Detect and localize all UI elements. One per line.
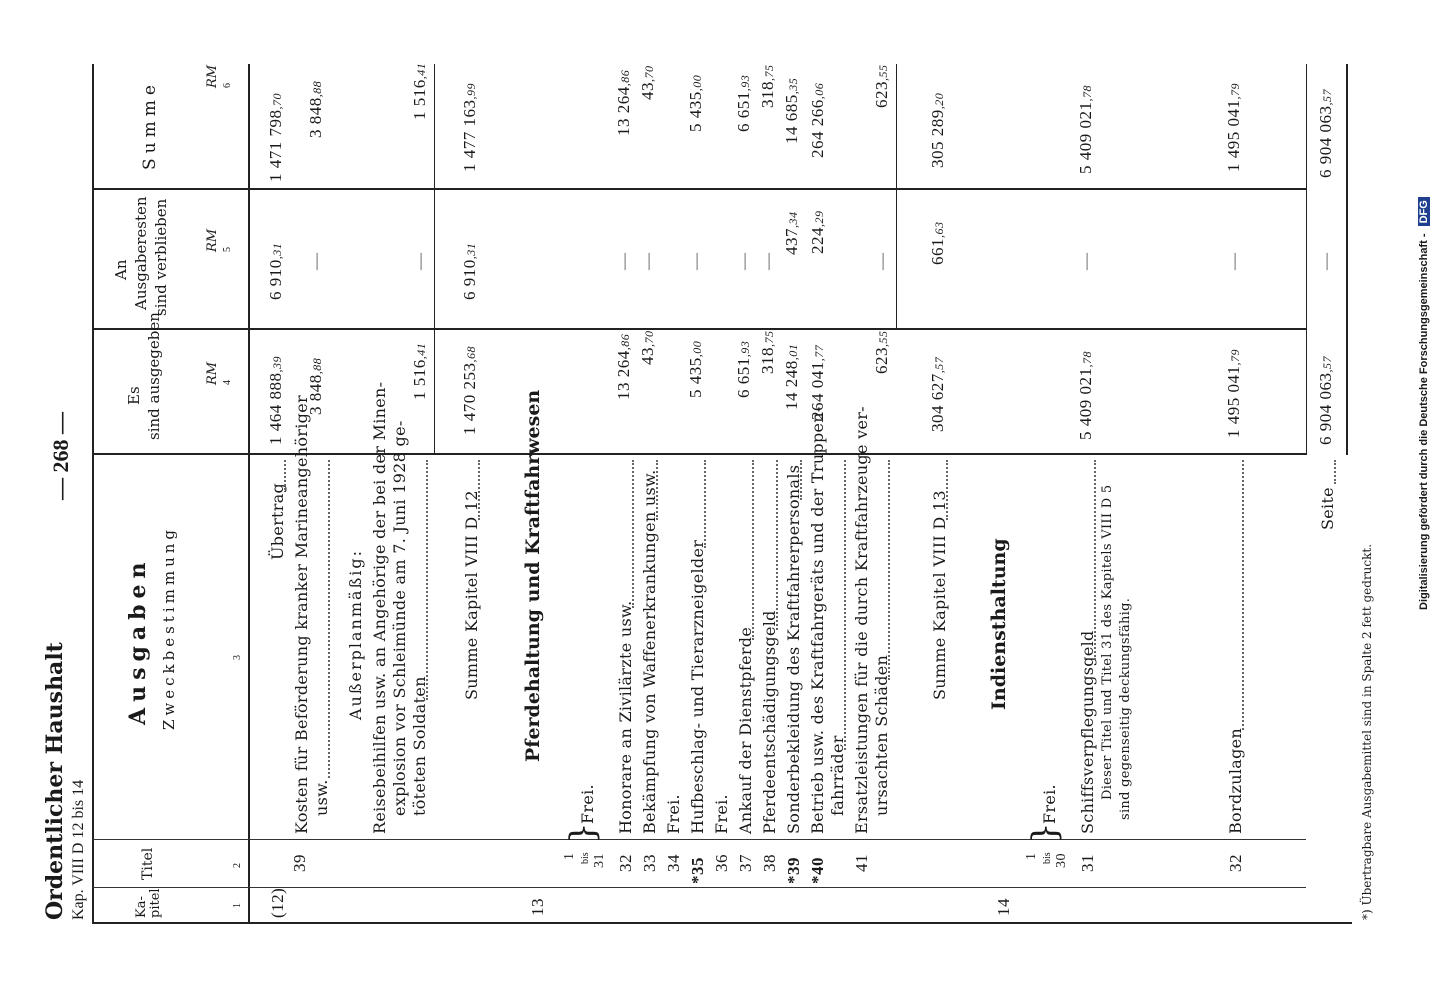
header-ausgegeben-line2: sind ausgegeben: [145, 312, 163, 440]
ausserplan-label-line3: töteten Soldaten: [410, 676, 429, 816]
summe13-c6: 305 289,20: [928, 92, 947, 168]
t35-c4: 5 435,00: [686, 340, 705, 398]
t35-label: Hufbeschlag- und Tierarzneigelder: [688, 539, 707, 834]
t41-c4: 623,55: [872, 330, 891, 374]
col-number-4: 4: [222, 380, 233, 385]
t34-label: Frei.: [664, 794, 683, 834]
t39-label-line2: usw.: [312, 779, 331, 816]
header-kapitel: Ka-pitel: [134, 888, 163, 918]
header-ausgabereste-line3: sind verblieben: [152, 198, 170, 316]
ausserplan-c5: —: [410, 252, 429, 270]
t32b-label: Bordzulagen: [1226, 728, 1245, 834]
ausserplan-label-line2: explosion vor Schleimünde am 7. Juni 1928 ge-: [390, 420, 409, 816]
summe12-c5: 6 910,31: [460, 242, 479, 300]
table-bottom-rule: [1346, 64, 1348, 455]
t37-c5: —: [734, 252, 753, 270]
seite-label: Seite: [1318, 487, 1337, 530]
header-currency-5: RM: [205, 228, 220, 252]
header-ausgabereste-line2: Ausgaberesten: [132, 196, 150, 310]
titel-32: 32: [616, 854, 635, 872]
t1-31-label: Frei.: [578, 784, 597, 824]
t32-c6: 13 264,86: [614, 69, 633, 136]
page-number: — 268 —: [48, 412, 73, 500]
digitization-credit: [1418, 197, 1430, 610]
header-summe: Summe: [140, 80, 160, 170]
t40-c5: 224,29: [808, 210, 827, 254]
t1-30-label: Frei.: [1040, 784, 1059, 824]
t1-30-bis: bis: [1042, 852, 1053, 864]
t40-label-line1: Betrieb usw. des Kraftfahrgeräts und der Truppen-: [808, 406, 827, 834]
col-number-3: 3: [232, 655, 243, 660]
kapitel-13: 13: [528, 898, 547, 916]
t39b-c4: 14 248,01: [782, 343, 801, 410]
t32b-c4: 1 495 041,79: [1224, 349, 1243, 438]
t41-label-line2: ursachten Schäden: [872, 654, 891, 816]
t37-label: Ankauf der Dienstpferde: [736, 626, 755, 834]
t32-c4: 13 264,86: [614, 333, 633, 400]
ausserplan-c4: 1 516,41: [410, 342, 429, 400]
t39b-label: Sonderbekleidung des Kraftfahrerpersonals: [784, 464, 803, 834]
titel-35: *35: [688, 857, 707, 884]
kapitel-12: (12): [268, 887, 287, 918]
table-top-rule: [92, 64, 94, 924]
t31-c4: 5 409 021,78: [1076, 351, 1095, 440]
titel-39b: *39: [784, 857, 803, 884]
seite-c4: 6 904 063,57: [1316, 356, 1335, 445]
dfg-logo: DFG: [1418, 197, 1430, 226]
header-titel: Titel: [140, 847, 156, 880]
t41-label-line1: Ersatzleistungen für die durch Kraftfahrzeuge ver-: [852, 406, 871, 834]
t1-30-from: 1: [1024, 852, 1039, 860]
t35-c6: 5 435,00: [686, 74, 705, 132]
titel-39: 39: [290, 854, 309, 872]
titel-36: 36: [712, 854, 731, 872]
seite-c5: —: [1316, 252, 1335, 270]
col-number-5: 5: [222, 247, 233, 252]
ausserplan-c6: 1 516,41: [410, 62, 429, 120]
t37-c6: 6 651,93: [734, 74, 753, 132]
t41-c5: —: [872, 252, 891, 270]
summe13-label: Summe Kapitel VIII D 13: [930, 490, 949, 700]
header-bottom-rule: [248, 64, 250, 924]
t33-c6: 43,70: [638, 65, 657, 100]
t37-c4: 6 651,93: [734, 340, 753, 398]
t1-31-to: 31: [592, 853, 607, 868]
chapter-reference: Kap. VIII D 12 bis 14: [70, 779, 87, 920]
col-number-6: 6: [222, 83, 233, 88]
t31-note-line2: sind gegenseitig deckungsfähig.: [1118, 597, 1133, 820]
header-ausgabereste-line1: An: [112, 259, 130, 280]
t33-label: Bekämpfung von Waffenerkrankungen usw.: [640, 469, 659, 834]
uebertrag-c5: 6 910,31: [266, 242, 285, 300]
t39-c5: —: [306, 252, 325, 270]
t39-label-line1: Kosten für Beförderung kranker Marineangehöriger: [292, 395, 311, 834]
header-currency-4: RM: [205, 361, 220, 385]
titel-38: 38: [760, 854, 779, 872]
summe12-label: Summe Kapitel VIII D 12: [462, 490, 481, 700]
header-ausgaben: Ausgaben: [125, 556, 151, 725]
t1-30-to: 30: [1054, 853, 1069, 868]
summe13-c5: 661,63: [928, 221, 947, 265]
summe12-c4: 1 470 253,68: [460, 346, 479, 435]
t38-c4: 318,75: [758, 330, 777, 374]
kap14-heading: Indiensthaltung: [988, 538, 1010, 710]
t38-c5: —: [758, 252, 777, 270]
t1-31-bis: bis: [580, 852, 591, 864]
t38-c6: 318,75: [758, 64, 777, 108]
header-zweckbestimmung: Zweckbestimmung: [160, 525, 178, 730]
t39b-c6: 14 685,35: [782, 77, 801, 144]
uebertrag-c6: 1 471 798,70: [266, 93, 285, 182]
t36-label: Frei.: [712, 794, 731, 834]
header-ausgegeben-line1: Es: [125, 386, 143, 405]
t33-c5: —: [638, 252, 657, 270]
titel-40: *40: [808, 857, 827, 884]
t32b-c5: —: [1224, 252, 1243, 270]
ausserplan-label-line1: Reisebeihilfen usw. an Angehörige der bei der Minen-: [370, 381, 389, 834]
t31-c6: 5 409 021,78: [1076, 85, 1095, 174]
t31-c5: —: [1076, 252, 1095, 270]
kapitel-14: 14: [994, 898, 1013, 916]
t32-c5: —: [614, 252, 633, 270]
t40-c4: 264 041,77: [808, 344, 827, 420]
uebertrag-c4: 1 464 888,39: [266, 356, 285, 445]
t1-31-from: 1: [562, 852, 577, 860]
credit-text: Digitalisierung gefördert durch die Deutsche Forschungsgemeinschaft -: [1418, 233, 1430, 610]
t41-c6: 623,55: [872, 64, 891, 108]
t39b-c5: 437,34: [782, 211, 801, 255]
uebertrag-label: Übertrag: [268, 482, 287, 560]
titel-41: 41: [852, 854, 871, 872]
t38-label: Pferdeentschädigungsgeld: [760, 610, 779, 834]
titel-32b: 32: [1226, 854, 1245, 872]
titel-31: 31: [1078, 854, 1097, 872]
t31-note-line1: Dieser Titel und Titel 31 des Kapitels VIII D 5: [1100, 484, 1115, 800]
t33-c4: 43,70: [638, 330, 657, 365]
titel-33: 33: [640, 854, 659, 872]
seite-c6: 6 904 063,57: [1316, 89, 1335, 178]
t31-label: Schiffsverpflegungsgeld: [1078, 630, 1097, 834]
summe12-c6: 1 477 163,99: [460, 83, 479, 172]
page-title: Ordentlicher Haushalt: [42, 642, 68, 920]
brace-icon: }: [563, 822, 603, 844]
titel-34: 34: [664, 854, 683, 872]
titel-37: 37: [736, 854, 755, 872]
t40-label-line2: fahrräder: [828, 735, 847, 816]
table-border-left: [92, 922, 1352, 924]
ausserplan-heading: Außerplanmäßig:: [346, 548, 365, 720]
t32b-c6: 1 495 041,79: [1224, 83, 1243, 172]
kap13-heading: Pferdehaltung und Kraftfahrwesen: [522, 389, 544, 762]
t35-c5: —: [686, 252, 705, 270]
t39-c4: 3 848,88: [306, 357, 325, 415]
t32-label: Honorare an Zivilärzte usw.: [616, 600, 635, 834]
t40-c6: 264 266,06: [808, 82, 827, 158]
brace-icon: }: [1025, 822, 1065, 844]
col-number-1: 1: [232, 903, 243, 908]
header-currency-6: RM: [205, 64, 220, 88]
footnote: *) Übertragbare Ausgabemittel sind in Spalte 2 fett gedruckt.: [1360, 543, 1374, 920]
col-number-2: 2: [232, 863, 243, 868]
summe13-c4: 304 627,57: [928, 356, 947, 432]
t39-c6: 3 848,88: [306, 80, 325, 138]
